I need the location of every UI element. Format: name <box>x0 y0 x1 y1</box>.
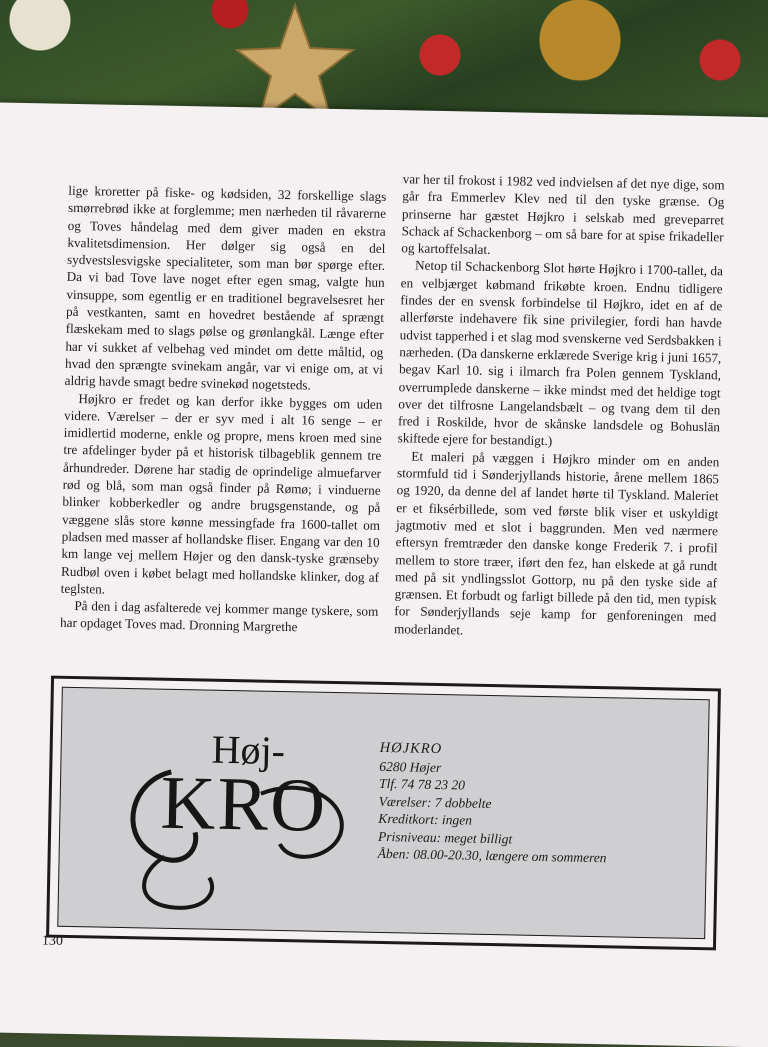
page-number: 130 <box>41 933 64 949</box>
inn-price-level: Prisniveau: meget billigt <box>377 828 513 846</box>
paragraph: Et maleri på væggen i Højkro minder om en anden stormfuld tid i Sønderjyllands historie, årene mellem 1865 og 1920, da denne del af landet hørte til Tyskland. Maleriet er et fiksérbillede, som ved første blik viser et uskyldigt jagtmotiv med et slot i baggrunden. Men ved nærmere eftersyn fremtræder den danske konge Frederik 7. i profil mellem to store træer, iført den fez, han elskede at gå rundt med på sit yndlingsslot Gottorp, nu på den tyske side af grænsen. Et forbudt og farligt billede på den tid, men typisk for Sønderjyllands seje kamp for genforeningen med moderlandet. <box>393 448 720 638</box>
inn-name: HØJKRO <box>379 739 443 758</box>
info-box <box>46 676 721 951</box>
paragraph: Højkro er fredet og kan derfor ikke bygges om uden videre. Værelser – der er syv med i alt 16 senge – er imidlertid moderne, enkle og propre, mens kroen med sine tre afdelinger byder på et historisk tilbageblik gennem tre århundreder. Dørene har stadig de oprindelige almuefarver rød og blå, som man også finder på Rømø; i vinduerne blinker kobberkedler og andre brugsgenstande, og på væggene slås store kønne messingfade fra 1600-tallet om pladsen med masser af hollandske fliser. Engang var den 10 km lange vej mellem Højer og den dansk-tyske grænseby Rudbøl oven i købet belagt med hollandske klinker, dog af teglsten. <box>60 390 383 597</box>
inn-opening-hours: Åben: 08.00-20.30, længere om sommeren <box>377 845 607 866</box>
right-text-column <box>394 170 725 643</box>
inn-phone: Tlf. 74 78 23 20 <box>378 775 466 793</box>
book-page <box>0 102 768 1047</box>
paragraph: På den i dag asfalterede vej kommer mange tyskere, som har opdaget Toves mad. Dronning Margrethe <box>59 598 379 635</box>
inn-address: 6280 Højer <box>379 758 442 775</box>
paragraph: var her til frokost i 1982 ved indvielsen af det nye dige, som går fra Emmerlev Klev ned til den tyske grænse. Og prinserne har gæstet Højkro i selskab med greveparret Schack af Schackenborg – om så bare for at spise frikadeller og kartoffelsalat. <box>401 171 725 258</box>
logo-text-top: Høj- <box>211 726 286 774</box>
info-box-panel <box>57 687 709 939</box>
paragraph: Netop til Schackenborg Slot hørte Højkro i 1700-tallet, da en velbjærget købmand frikøbte kroen. Endnu tidligere findes der en svensk forbindelse til Højkro, idet en af de allerførste indehavere fik sine privilegier, fordi han havde udvist tapperhed i et slag mod svenskerne ved Serdsbakken i nærheden. (Da danskerne erklærede Sverige krig i juni 1657, begav Karl 10. sig i ilmarch fra Polen gennem Tyskland, overrumplede danskerne – ikke mindst med det heldige togt over det tilfrosne Langelandsbælt – og tvang dem til den fred i Roskilde, hvor de skånske landsdele og Bohuslän skiftede ejere for bestandigt.) <box>397 257 724 449</box>
inn-rooms: Værelser: 7 dobbelte <box>378 793 492 811</box>
logo-text-main: KRO <box>159 760 328 848</box>
inn-details <box>378 740 609 867</box>
inn-credit-cards: Kreditkort: ingen <box>378 810 473 828</box>
left-text-column <box>60 182 387 638</box>
paragraph: lige kroretter på fiske- og kødsiden, 32 forskellige slags smørrebrød ikke at forglemme; men nærheden til råvarerne og Toves håndelag med dem giver maden en ekstra kvalitetsdimension. Her dølger sig også en del sydvestslesvigske specialiteter, som man bør spørge efter. Da vi bad Tove lave noget efter egen smag, valgte hun vinsuppe, som egentlig er en traditionel begravelsesret her på vestkanten, samt en hovedret bestående af sprængt flæskekam med to slags pølse og grønlangkål. Længe efter har vi sukket af velbehag ved mindet om dette måltid, og hvad den sprængte svinekam angår, var vi enige om, at vi aldrig havde smagt bedre svinekød nogetsteds. <box>64 182 387 393</box>
